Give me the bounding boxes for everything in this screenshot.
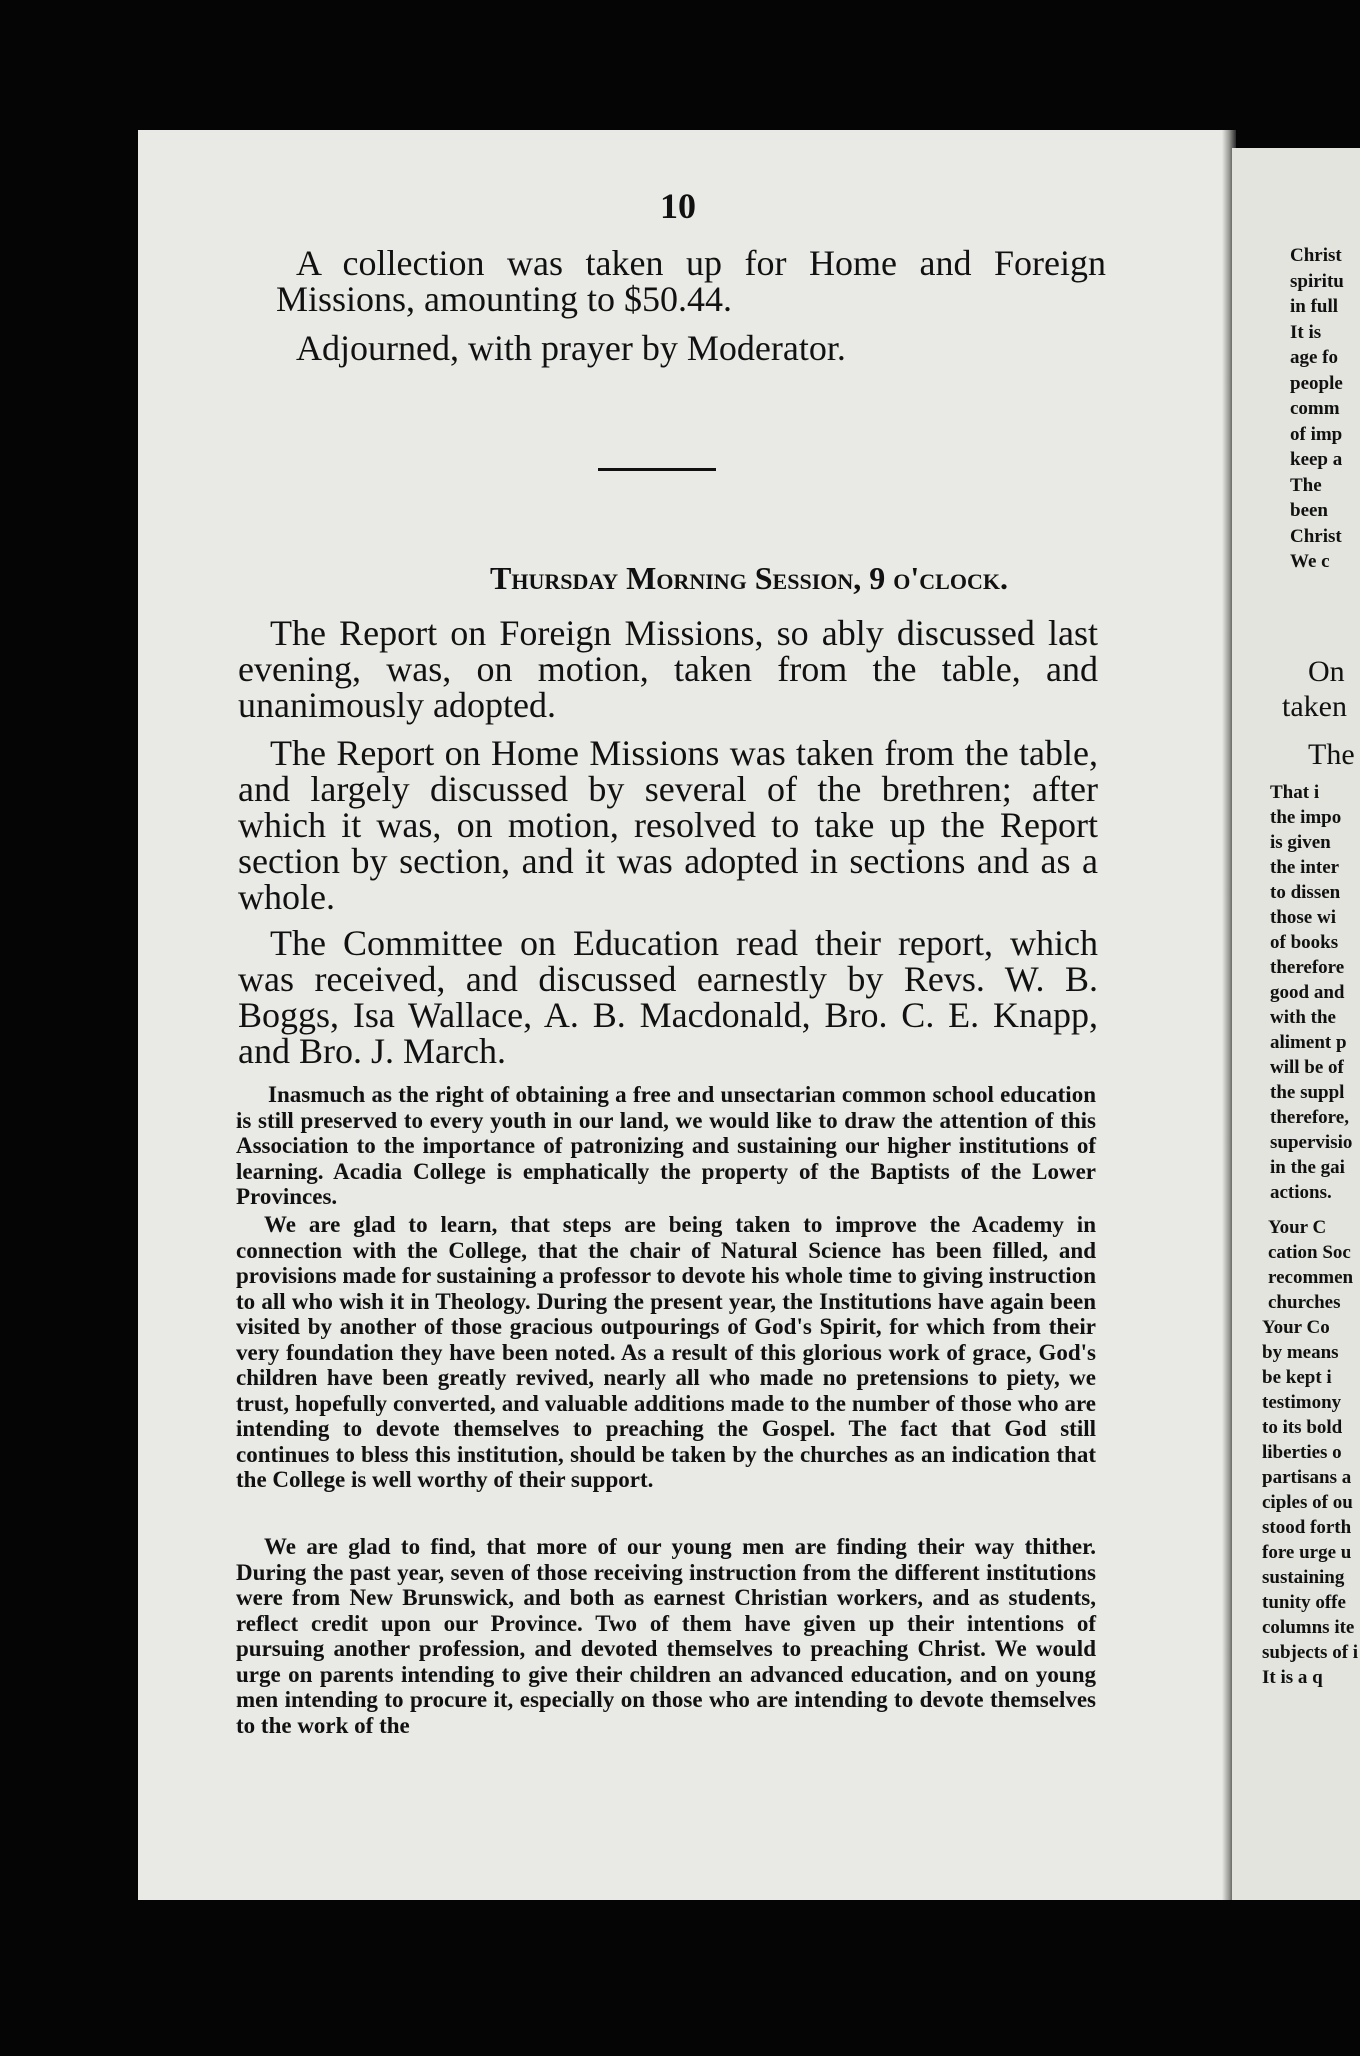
right-page-line: partisans a [1262,1467,1352,1488]
foreign-missions-paragraph: The Report on Foreign Missions, so ably discussed last evening, was, on motion, taken from the table, and unanimously adopted. [238,613,1098,725]
right-page-line: The [1290,474,1322,496]
adjourned-paragraph: Adjourned, with prayer by Moderator. [296,328,846,368]
right-page-line: Christ [1290,245,1342,266]
right-page-line: of books [1270,932,1339,953]
right-page-line: by means [1262,1342,1339,1363]
right-page-line: ciples of ou [1262,1492,1353,1513]
right-page-line: to dissen [1270,882,1341,903]
right-page-line: people [1290,372,1343,394]
report-paragraph: We are glad to learn, that steps are being taken to improve the Academy in connection with the College, that the chair of Natural Science has been filled, and provisions made for sustaining a professor to devote his whole time to giving instruction to all who wish it in Theology. During the present year, the Institutions have again been visited by another of those gracious outpourings of God's Spirit, for which from their very foundation they have been noted. As a result of this glorious work of grace, God's children have been greatly revived, nearly all who made no pretensions to piety, we trust, hopefully converted, and valuable additions made to the number of those who are intending to devote themselves to preaching the Gospel. The fact that God still continues to bless this institution, should be taken by the churches as an indication that the College is well worthy of their support. [236,1212,1096,1492]
right-page-line: the impo [1270,807,1342,828]
right-page-line: It is [1290,321,1322,343]
session-heading: Thursday Morning Session, 9 o'clock. [490,560,1008,596]
right-page-line: cation Soc [1268,1242,1351,1263]
right-page-line: stood forth [1262,1517,1352,1538]
right-page-line: testimony [1262,1392,1342,1413]
right-page-line: good and [1270,982,1345,1003]
right-page-line: churches [1268,1292,1341,1313]
right-page-line: Christ [1290,525,1342,547]
right-page-line: Your Co [1262,1317,1330,1338]
right-page-line: That i [1270,782,1320,803]
right-page-line: taken [1282,690,1347,723]
right-page-line: is given [1270,832,1331,853]
education-committee-paragraph: The Committee on Education read their report, which was received, and discussed earnestly by Revs. W. B. Boggs, Isa Wallace, A. B. Macdonald, Bro. C. E. Knapp, and Bro. J. March. [238,923,1098,1071]
right-page-line: recommen [1268,1267,1354,1288]
right-page-line: We c [1290,551,1330,572]
right-page-line: therefore, [1270,1107,1349,1128]
right-page-line: tunity offe [1262,1592,1346,1613]
right-page-line: columns ite [1262,1617,1355,1638]
report-paragraph: Inasmuch as the right of obtaining a free and unsectarian common school education is still preserved to every youth in our land, we would like to draw the attention of this Association to the importance of patronizing and sustaining our higher institutions of learning. Acadia College is emphatically the property of the Baptists of the Lower Provinces. [236,1082,1096,1209]
right-page-line: It is a q [1262,1667,1323,1688]
right-page-line: aliment p [1270,1032,1347,1053]
right-page-line: the inter [1270,857,1340,878]
right-page-line: fore urge u [1262,1542,1352,1563]
page-number: 10 [660,186,696,226]
right-page-line: been [1290,500,1328,521]
report-paragraph: We are glad to find, that more of our young men are finding their way thither. During the past year, seven of those receiving instruction from the different institutions were from New Brunswick, and both as earnest Christian workers, and as students, reflect credit upon our Province. Two of them have given up their intentions of pursuing another profession, and devoted themselves to preaching Christ. We would urge on parents intending to give their children an advanced education, and on young men intending to procure it, especially on those who are intending to devote themselves to the work of the [236,1534,1096,1738]
right-page-line: comm [1290,398,1340,419]
right-page-line: subjects of i [1262,1642,1359,1663]
right-page-line: sustaining [1262,1567,1345,1588]
right-page-line: actions. [1270,1182,1332,1203]
right-page-line: On [1308,655,1345,688]
right-page-line: age fo [1290,347,1339,368]
right-page-line: of imp [1290,423,1343,445]
section-divider [598,468,716,471]
right-page-line: be kept i [1262,1367,1332,1388]
home-missions-paragraph: The Report on Home Missions was taken from the table, and largely discussed by several of the brethren; after which it was, on motion, resolved to take up the Report section by section, and it was adopted in sections and as a whole. [238,733,1098,917]
right-page-line: therefore [1270,957,1345,978]
right-page-line: in the gai [1270,1157,1345,1178]
right-page-line: spiritu [1290,270,1344,292]
right-page-line: in full [1290,296,1339,317]
right-page-line: supervisio [1270,1132,1353,1153]
right-page-line: Your C [1268,1217,1327,1238]
right-page-line: to its bold [1262,1417,1343,1438]
right-page-line: liberties o [1262,1442,1342,1463]
right-page-line: with the [1270,1007,1336,1028]
right-page-line: keep a [1290,449,1343,470]
right-page-line: the suppl [1270,1082,1345,1103]
right-page-line: The [1308,738,1355,771]
collection-paragraph: A collection was taken up for Home and Foreign Missions, amounting to $50.44. [276,243,1106,319]
right-page-line: those wi [1270,907,1336,928]
right-page-line: will be of [1270,1057,1344,1078]
